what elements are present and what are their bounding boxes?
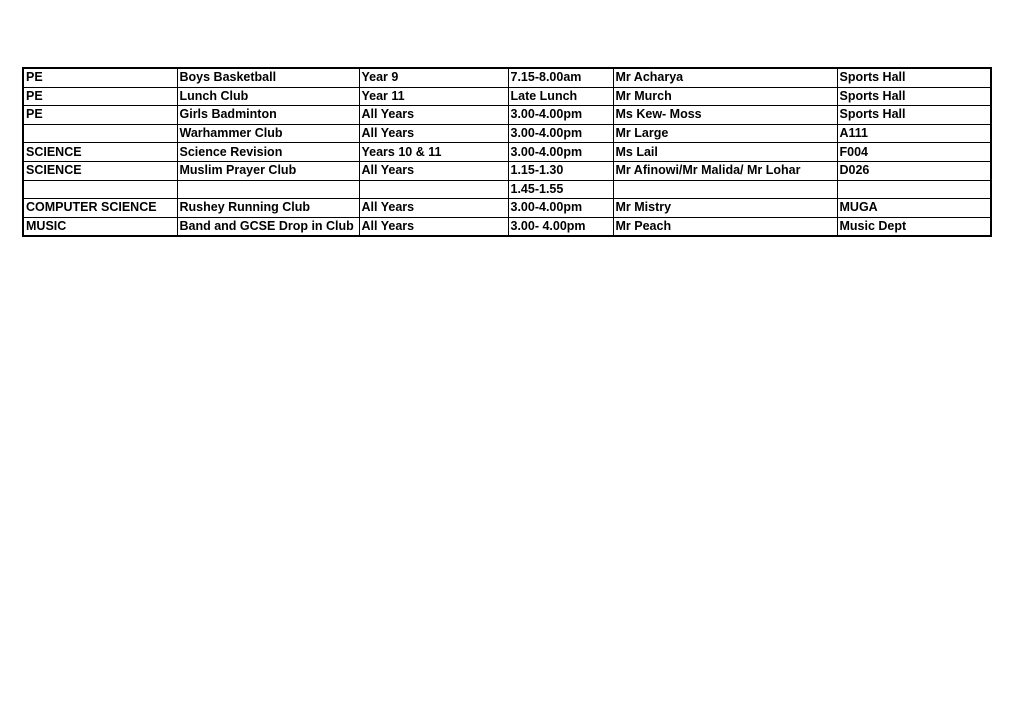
- activity-cell: Boys Basketball: [177, 68, 359, 87]
- staff-cell: Mr Murch: [613, 87, 837, 106]
- year-group-cell: All Years: [359, 106, 508, 125]
- table-row: [23, 143, 991, 162]
- staff-cell: [613, 180, 837, 199]
- location-cell: [837, 180, 991, 199]
- staff-cell: Ms Kew- Moss: [613, 106, 837, 125]
- time-cell: 3.00- 4.00pm: [508, 217, 613, 236]
- location-cell: A111: [837, 124, 991, 143]
- time-cell: Late Lunch: [508, 87, 613, 106]
- department-cell: PE: [23, 68, 177, 87]
- location-cell: Sports Hall: [837, 68, 991, 87]
- year-group-cell: Year 9: [359, 68, 508, 87]
- activity-cell: Girls Badminton: [177, 106, 359, 125]
- time-cell: 3.00-4.00pm: [508, 124, 613, 143]
- location-cell: D026: [837, 161, 991, 180]
- table-row: [23, 68, 991, 87]
- year-group-cell: Years 10 & 11: [359, 143, 508, 162]
- staff-cell: Mr Peach: [613, 217, 837, 236]
- year-group-cell: [359, 180, 508, 199]
- time-cell: 3.00-4.00pm: [508, 106, 613, 125]
- year-group-cell: All Years: [359, 199, 508, 218]
- location-cell: Sports Hall: [837, 106, 991, 125]
- year-group-cell: All Years: [359, 217, 508, 236]
- department-cell: COMPUTER SCIENCE: [23, 199, 177, 218]
- activity-cell: Band and GCSE Drop in Club: [177, 217, 359, 236]
- activity-cell: [177, 180, 359, 199]
- department-cell: [23, 124, 177, 143]
- staff-cell: Mr Acharya: [613, 68, 837, 87]
- staff-cell: Ms Lail: [613, 143, 837, 162]
- table-row: [23, 199, 991, 218]
- table-row: [23, 124, 991, 143]
- activity-cell: Lunch Club: [177, 87, 359, 106]
- department-cell: [23, 180, 177, 199]
- department-cell: SCIENCE: [23, 161, 177, 180]
- staff-cell: Mr Afinowi/Mr Malida/ Mr Lohar: [613, 161, 837, 180]
- staff-cell: Mr Mistry: [613, 199, 837, 218]
- table-row: [23, 87, 991, 106]
- activity-cell: Science Revision: [177, 143, 359, 162]
- activity-cell: Warhammer Club: [177, 124, 359, 143]
- table-row: [23, 217, 991, 236]
- location-cell: Music Dept: [837, 217, 991, 236]
- department-cell: MUSIC: [23, 217, 177, 236]
- table-row: [23, 180, 991, 199]
- table-row: [23, 161, 991, 180]
- activity-cell: Rushey Running Club: [177, 199, 359, 218]
- activity-cell: Muslim Prayer Club: [177, 161, 359, 180]
- year-group-cell: All Years: [359, 124, 508, 143]
- time-cell: 1.45-1.55: [508, 180, 613, 199]
- time-cell: 7.15-8.00am: [508, 68, 613, 87]
- time-cell: 3.00-4.00pm: [508, 143, 613, 162]
- staff-cell: Mr Large: [613, 124, 837, 143]
- location-cell: MUGA: [837, 199, 991, 218]
- year-group-cell: Year 11: [359, 87, 508, 106]
- time-cell: 1.15-1.30: [508, 161, 613, 180]
- time-cell: 3.00-4.00pm: [508, 199, 613, 218]
- clubs-schedule-table: [22, 67, 992, 237]
- table-row: [23, 106, 991, 125]
- location-cell: Sports Hall: [837, 87, 991, 106]
- year-group-cell: All Years: [359, 161, 508, 180]
- location-cell: F004: [837, 143, 991, 162]
- spreadsheet-page: [22, 67, 990, 237]
- department-cell: PE: [23, 106, 177, 125]
- department-cell: PE: [23, 87, 177, 106]
- department-cell: SCIENCE: [23, 143, 177, 162]
